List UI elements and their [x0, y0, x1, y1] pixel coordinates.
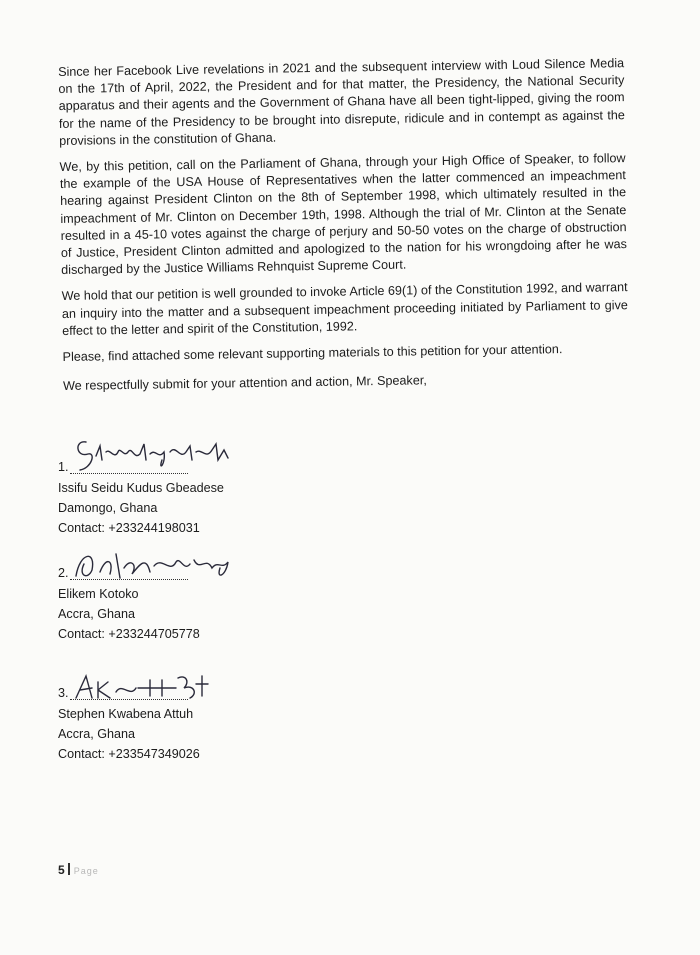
signature-line [58, 544, 358, 584]
signatory-name: Elikem Kotoko [58, 587, 139, 601]
signatory-name: Stephen Kwabena Attuh [58, 707, 194, 721]
signatory-number: 2. [58, 566, 69, 580]
paragraph-attached-materials: Please, find attached some relevant supporting materials to this petition for your attention. [62, 342, 563, 365]
page-number: 5 [58, 863, 65, 877]
signatory-contact: Contact: +233244705778 [58, 627, 200, 641]
signatories [58, 430, 358, 788]
signatory-location: Accra, Ghana [58, 727, 136, 741]
petition-body [58, 55, 629, 407]
signatory-location: Damongo, Ghana [58, 501, 158, 515]
footer-divider [68, 863, 70, 875]
signatory-number: 3. [58, 686, 69, 700]
handwritten-signature [66, 546, 236, 584]
handwritten-signature [66, 670, 216, 704]
paragraph-impeachment-example: We, by this petition, call on the Parliament of Ghana, through your High Office of Speaker, to follow the example of the USA House of Representatives when the latter commenced an impeachment hearing against President Clinton on the 8th of September 1998, which ultimately resulted in the impeachment of Mr. Clinton on December 19th, 1998. Although the trial of Mr. Clinton at the Senate resulted in a 45-10 votes against the charge of perjury and 50-50 votes on the charge of obstruction of Justice, President Clinton admitted and apologized to the nation for his wrongdoing after he was discharged by the Justice Williams Rehnquist Supreme Court. [59, 151, 628, 278]
signatory-contact: Contact: +233547349026 [58, 747, 200, 761]
paragraph-facebook-revelations: Since her Facebook Live revelations in 2021 and the subsequent interview with Loud Silence Media on the 17th of April, 2022, the President and for that matter, the Presidency, the National Security apparatus and their agents and the Government of Ghana have all been tight-lipped, giving the room for the name of the Presidency to be brought into disrepute, ridicule and in contempt as against the provisions in the constitution of Ghana. [58, 56, 625, 148]
signatory-contact: Contact: +233244198031 [58, 521, 200, 535]
signatory-location: Accra, Ghana [58, 607, 136, 621]
signatory-name: Issifu Seidu Kudus Gbeadese [58, 481, 224, 495]
page-label: Page [73, 866, 99, 876]
signatory-number: 1. [58, 460, 69, 474]
paragraph-respectful-submission: We respectfully submit for your attention and action, Mr. Speaker, [62, 373, 427, 394]
signature-line [58, 670, 358, 704]
signatory-3 [58, 670, 358, 788]
page-footer [58, 863, 99, 877]
paragraph-article-69: We hold that our petition is well grounded to invoke Article 69(1) of the Constitution 1992, and warrant an inquiry into the matter and a subsequent impeachment proceeding initiated by Parliament to give effect to the letter and spirit of the Constitution, 1992. [61, 280, 628, 338]
handwritten-signature [66, 430, 246, 478]
signature-line [58, 430, 358, 478]
signatory-2 [58, 544, 358, 662]
signatory-1 [58, 430, 358, 548]
